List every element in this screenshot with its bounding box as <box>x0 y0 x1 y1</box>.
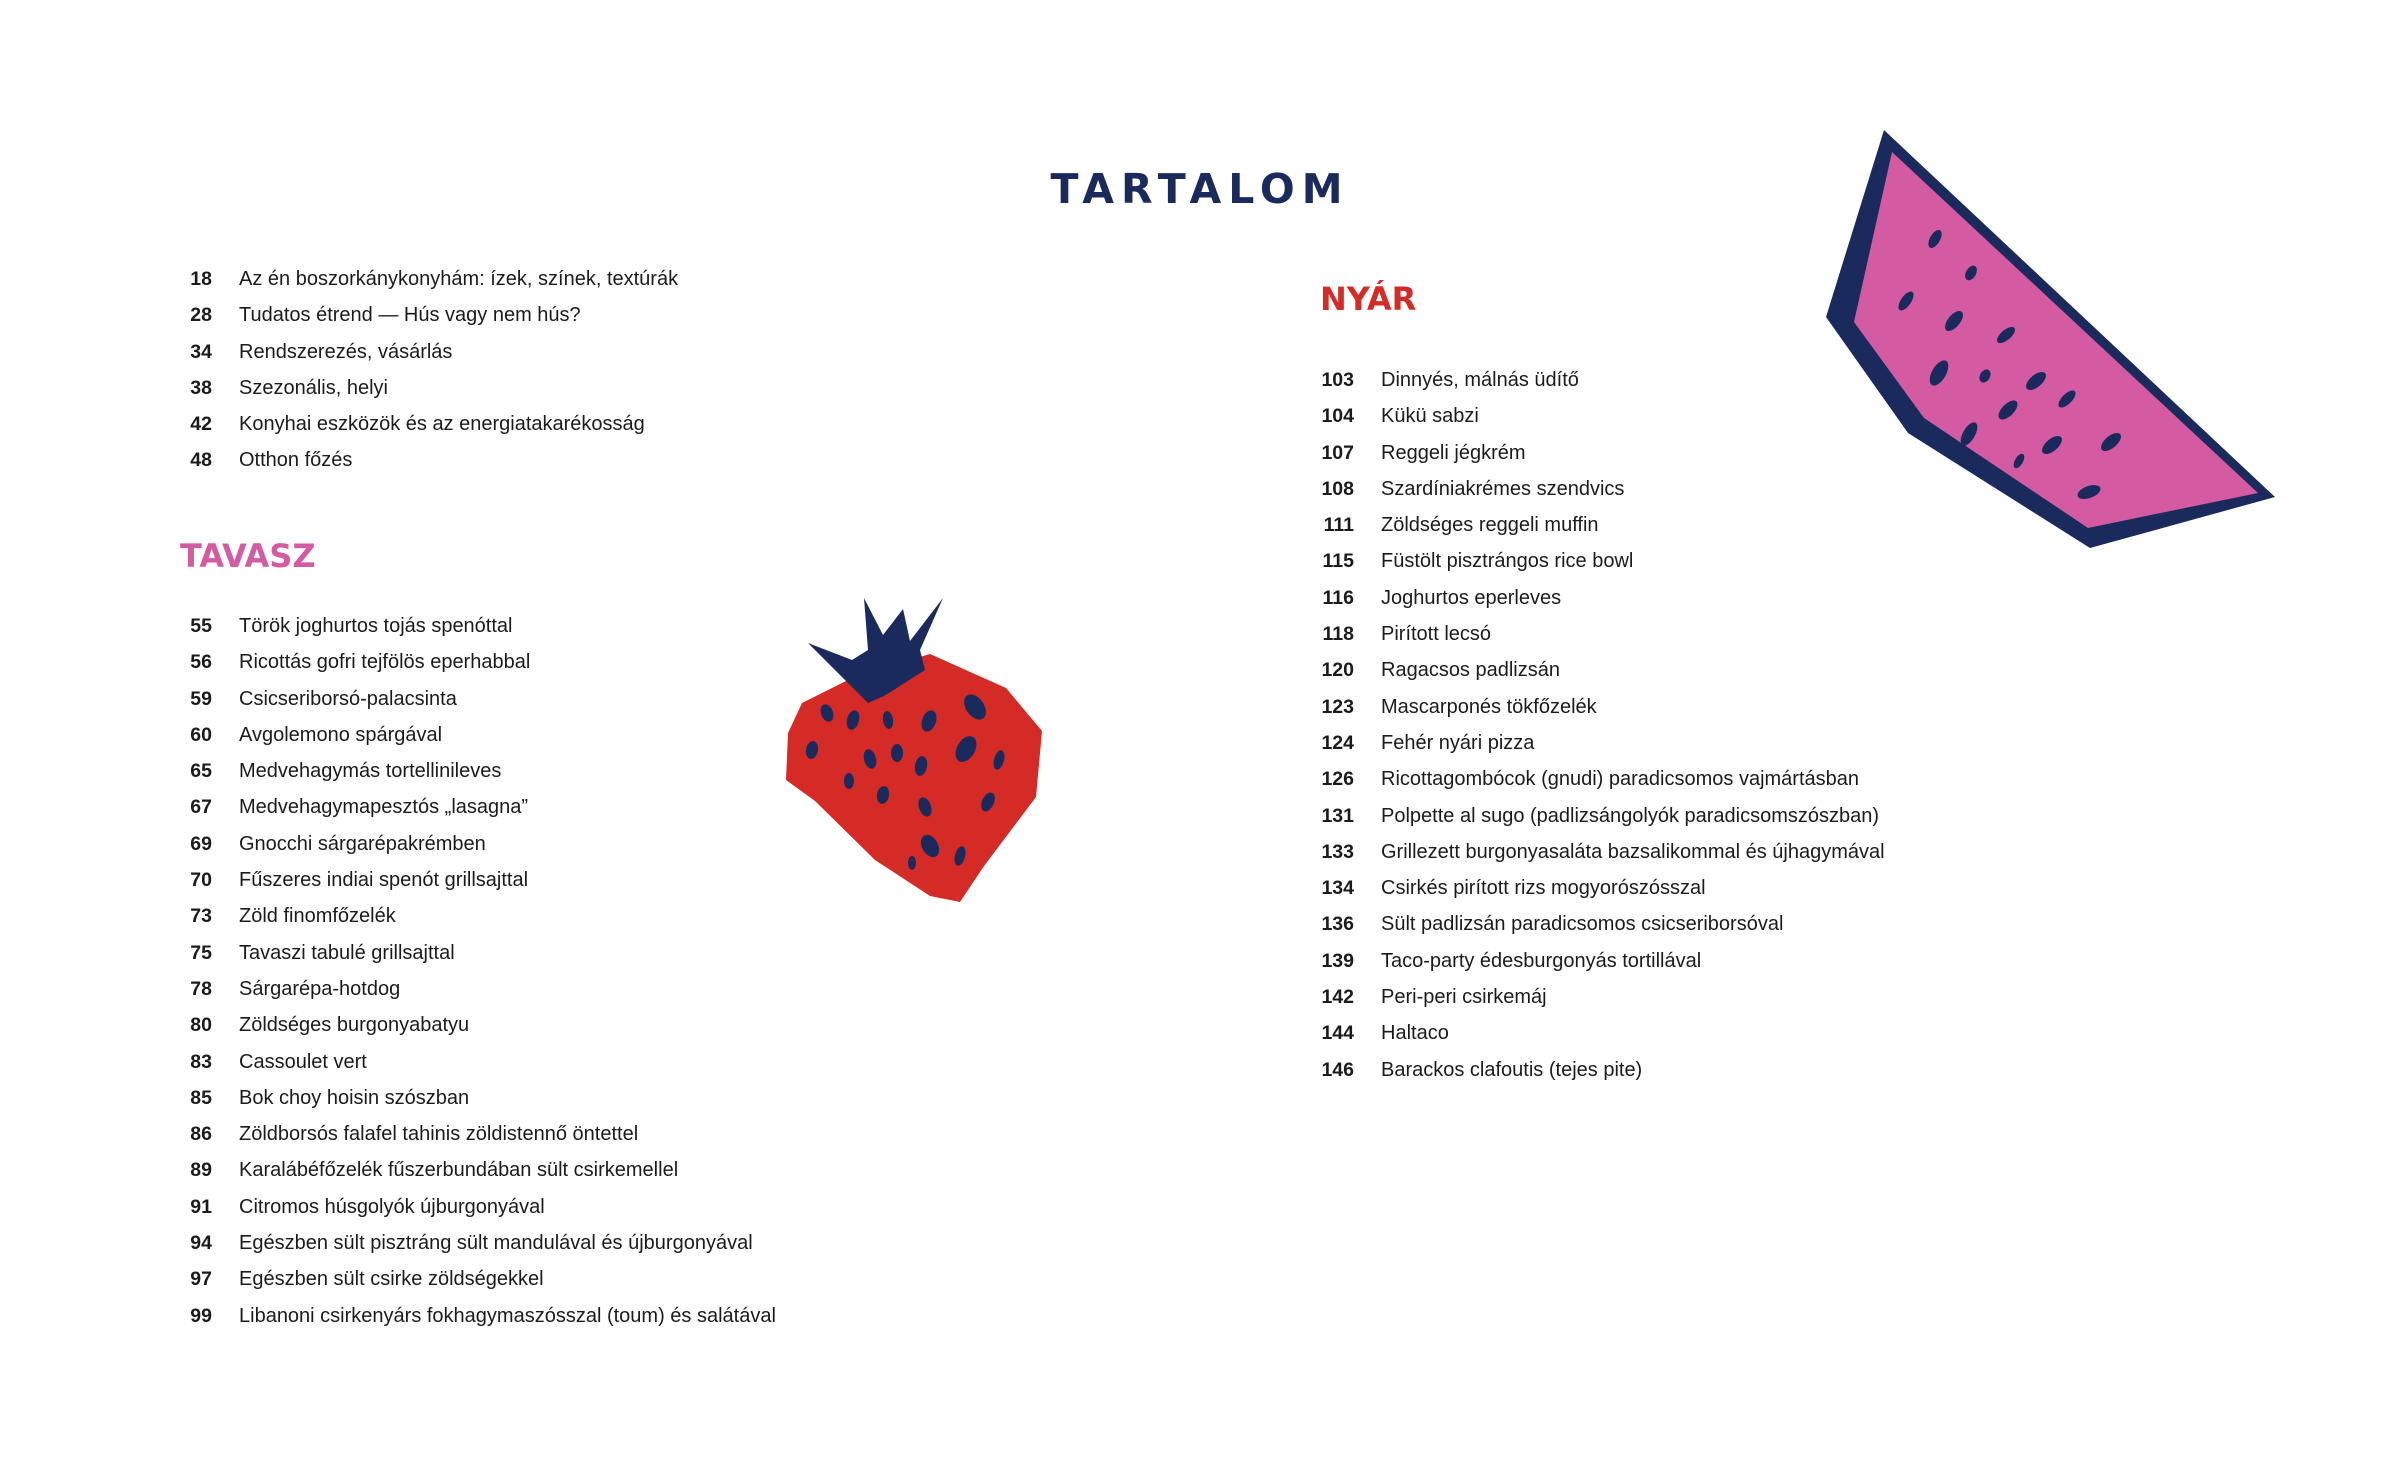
entry-title: Haltaco <box>1381 1022 1449 1045</box>
entry-title: Egészben sült pisztráng sült mandulával és újburgonyával <box>239 1232 753 1255</box>
toc-entry <box>1320 369 1885 405</box>
toc-entry <box>178 724 776 760</box>
strawberry-icon <box>780 598 1050 908</box>
toc-entry <box>178 268 678 304</box>
page-number: 70 <box>190 869 212 892</box>
toc-entry <box>1320 877 1885 913</box>
toc-entry <box>178 1123 776 1159</box>
toc-entry <box>1320 732 1885 768</box>
summer-toc-list <box>1320 369 1885 1095</box>
entry-title: Dinnyés, málnás üdítő <box>1381 369 1579 391</box>
toc-entry <box>1320 805 1885 841</box>
toc-entry <box>1320 659 1885 695</box>
entry-title: Bok choy hoisin szószban <box>239 1086 470 1109</box>
page-number: 85 <box>190 1086 212 1109</box>
watermelon-icon <box>1826 130 2276 550</box>
entry-title: Rendszerezés, vásárlás <box>239 340 453 363</box>
page-number: 42 <box>190 413 212 436</box>
page-title: TARTALOM <box>1050 165 1350 214</box>
page-number: 146 <box>1321 1058 1354 1081</box>
toc-entry <box>1320 478 1885 514</box>
entry-title: Joghurtos eperleves <box>1381 586 1562 609</box>
page-number: 67 <box>190 796 212 819</box>
entry-title: Mascarponés tökfőzelék <box>1381 695 1597 718</box>
page-number: 124 <box>1321 731 1354 754</box>
page-number: 59 <box>190 687 212 710</box>
page-number: 116 <box>1322 586 1354 609</box>
entry-title: Füstölt pisztrángos rice bowl <box>1381 550 1634 573</box>
toc-entry <box>1320 550 1885 586</box>
entry-title: Avgolemono spárgával <box>239 723 443 746</box>
toc-entry <box>1320 768 1885 804</box>
entry-title: Citromos húsgolyók újburgonyával <box>239 1195 545 1218</box>
entry-title: Egészben sült csirke zöldségekkel <box>239 1268 544 1291</box>
entry-title: Karalábéfőzelék fűszerbundában sült csirkemellel <box>239 1159 679 1182</box>
page-number: 118 <box>1322 623 1354 646</box>
entry-title: Szardíniakrémes szendvics <box>1381 477 1625 500</box>
page-number: 73 <box>190 905 212 928</box>
page-number: 123 <box>1321 695 1354 718</box>
entry-title: Fehér nyári pizza <box>1381 731 1535 754</box>
page-number: 144 <box>1321 1022 1354 1045</box>
toc-entry <box>1320 405 1885 441</box>
page-number: 55 <box>190 615 212 637</box>
page-number: 86 <box>190 1123 212 1146</box>
toc-entry <box>178 760 776 796</box>
page-number: 18 <box>190 268 212 290</box>
page-number: 56 <box>190 651 212 674</box>
page-number: 97 <box>190 1268 212 1291</box>
entry-title: Zöld finomfőzelék <box>239 905 396 928</box>
toc-entry <box>178 341 678 377</box>
toc-entry <box>178 1087 776 1123</box>
toc-entry <box>178 1268 776 1304</box>
entry-title: Ricottagombócok (gnudi) paradicsomos vajmártásban <box>1381 768 1860 791</box>
entry-title: Barackos clafoutis (tejes pite) <box>1381 1058 1643 1081</box>
entry-title: Sült padlizsán paradicsomos csicseriborsóval <box>1381 913 1784 936</box>
toc-entry <box>1320 442 1885 478</box>
toc-entry <box>178 377 678 413</box>
toc-entry <box>178 1232 776 1268</box>
toc-entry <box>178 1159 776 1195</box>
page-number: 65 <box>190 760 212 783</box>
toc-entry <box>178 1051 776 1087</box>
spring-heading: TAVASZ <box>180 537 316 575</box>
entry-title: Zöldborsós falafel tahinis zöldistennő öntettel <box>239 1123 639 1146</box>
entry-title: Otthon főzés <box>239 449 353 472</box>
entry-title: Libanoni csirkenyárs fokhagymaszósszal (toum) és salátával <box>239 1304 776 1327</box>
entry-title: Taco-party édesburgonyás tortillával <box>1381 949 1702 972</box>
page-number: 120 <box>1321 659 1354 682</box>
toc-entry <box>178 651 776 687</box>
entry-title: Grillezett burgonyasaláta bazsalikommal és újhagymával <box>1381 840 1885 863</box>
toc-entry <box>1320 1059 1885 1095</box>
entry-title: Török joghurtos tojás spenóttal <box>239 615 513 637</box>
page-number: 111 <box>1323 514 1354 537</box>
toc-entry <box>1320 514 1885 550</box>
entry-title: Ragacsos padlizsán <box>1381 659 1560 682</box>
page-number: 134 <box>1321 877 1354 900</box>
entry-title: Zöldséges burgonyabatyu <box>239 1014 470 1037</box>
entry-title: Szezonális, helyi <box>239 376 388 399</box>
page-number: 91 <box>190 1195 212 1218</box>
entry-title: Pirított lecsó <box>1381 623 1492 646</box>
toc-entry <box>1320 696 1885 732</box>
page-number: 94 <box>190 1232 212 1255</box>
page-number: 60 <box>190 723 212 746</box>
spring-toc-list <box>178 615 776 1341</box>
page-number: 131 <box>1321 804 1354 827</box>
toc-entry <box>178 615 776 651</box>
entry-title: Csicseriborsó-palacsinta <box>239 687 457 710</box>
page-number: 48 <box>190 449 212 472</box>
page-number: 133 <box>1321 840 1354 863</box>
page-number: 28 <box>190 304 212 327</box>
toc-entry <box>1320 841 1885 877</box>
toc-entry <box>178 304 678 340</box>
entry-title: Medvehagymapesztós „lasagna” <box>239 796 529 819</box>
page-number: 103 <box>1321 369 1354 391</box>
toc-entry <box>1320 950 1885 986</box>
entry-title: Ricottás gofri tejfölös eperhabbal <box>239 651 531 674</box>
page-number: 75 <box>190 941 212 964</box>
entry-title: Reggeli jégkrém <box>1381 441 1526 464</box>
entry-title: Konyhai eszközök és az energiatakarékosság <box>239 413 645 436</box>
summer-heading: NYÁR <box>1320 280 1417 318</box>
toc-entry <box>1320 913 1885 949</box>
toc-entry <box>178 833 776 869</box>
page-number: 104 <box>1321 405 1354 428</box>
toc-entry <box>1320 623 1885 659</box>
entry-title: Tudatos étrend — Hús vagy nem hús? <box>239 304 581 327</box>
page-number: 78 <box>190 977 212 1000</box>
toc-entry <box>178 688 776 724</box>
page-number: 89 <box>190 1159 212 1182</box>
toc-entry <box>178 905 776 941</box>
toc-entry <box>178 978 776 1014</box>
page-number: 136 <box>1321 913 1354 936</box>
entry-title: Fűszeres indiai spenót grillsajttal <box>239 869 529 892</box>
toc-entry <box>178 942 776 978</box>
entry-title: Cassoulet vert <box>239 1050 367 1073</box>
toc-entry <box>1320 587 1885 623</box>
entry-title: Sárgarépa-hotdog <box>239 977 401 1000</box>
page-number: 38 <box>190 376 212 399</box>
entry-title: Gnocchi sárgarépakrémben <box>239 832 486 855</box>
entry-title: Az én boszorkánykonyhám: ízek, színek, textúrák <box>239 268 679 290</box>
toc-entry <box>178 413 678 449</box>
page-number: 83 <box>190 1050 212 1073</box>
toc-entry <box>178 1305 776 1341</box>
toc-entry <box>178 796 776 832</box>
page-number: 142 <box>1321 986 1354 1009</box>
toc-entry <box>1320 1022 1885 1058</box>
page-number: 99 <box>190 1304 212 1327</box>
intro-toc-list <box>178 268 678 486</box>
page-number: 108 <box>1321 477 1354 500</box>
toc-entry <box>178 1196 776 1232</box>
entry-title: Kükü sabzi <box>1381 405 1479 428</box>
page-number: 80 <box>190 1014 212 1037</box>
page-number: 139 <box>1321 949 1354 972</box>
entry-title: Zöldséges reggeli muffin <box>1381 514 1599 537</box>
entry-title: Csirkés pirított rizs mogyorószósszal <box>1381 877 1706 900</box>
toc-entry <box>1320 986 1885 1022</box>
entry-title: Peri-peri csirkemáj <box>1381 986 1547 1009</box>
page-number: 34 <box>190 340 212 363</box>
entry-title: Tavaszi tabulé grillsajttal <box>239 941 455 964</box>
toc-entry <box>178 869 776 905</box>
toc-entry <box>178 449 678 485</box>
toc-entry <box>178 1014 776 1050</box>
entry-title: Medvehagymás tortellinileves <box>239 760 502 783</box>
page-number: 126 <box>1321 768 1354 791</box>
page-number: 107 <box>1321 441 1354 464</box>
page-number: 115 <box>1322 550 1354 573</box>
page-number: 69 <box>190 832 212 855</box>
entry-title: Polpette al sugo (padlizsángolyók paradicsomszószban) <box>1381 804 1880 827</box>
